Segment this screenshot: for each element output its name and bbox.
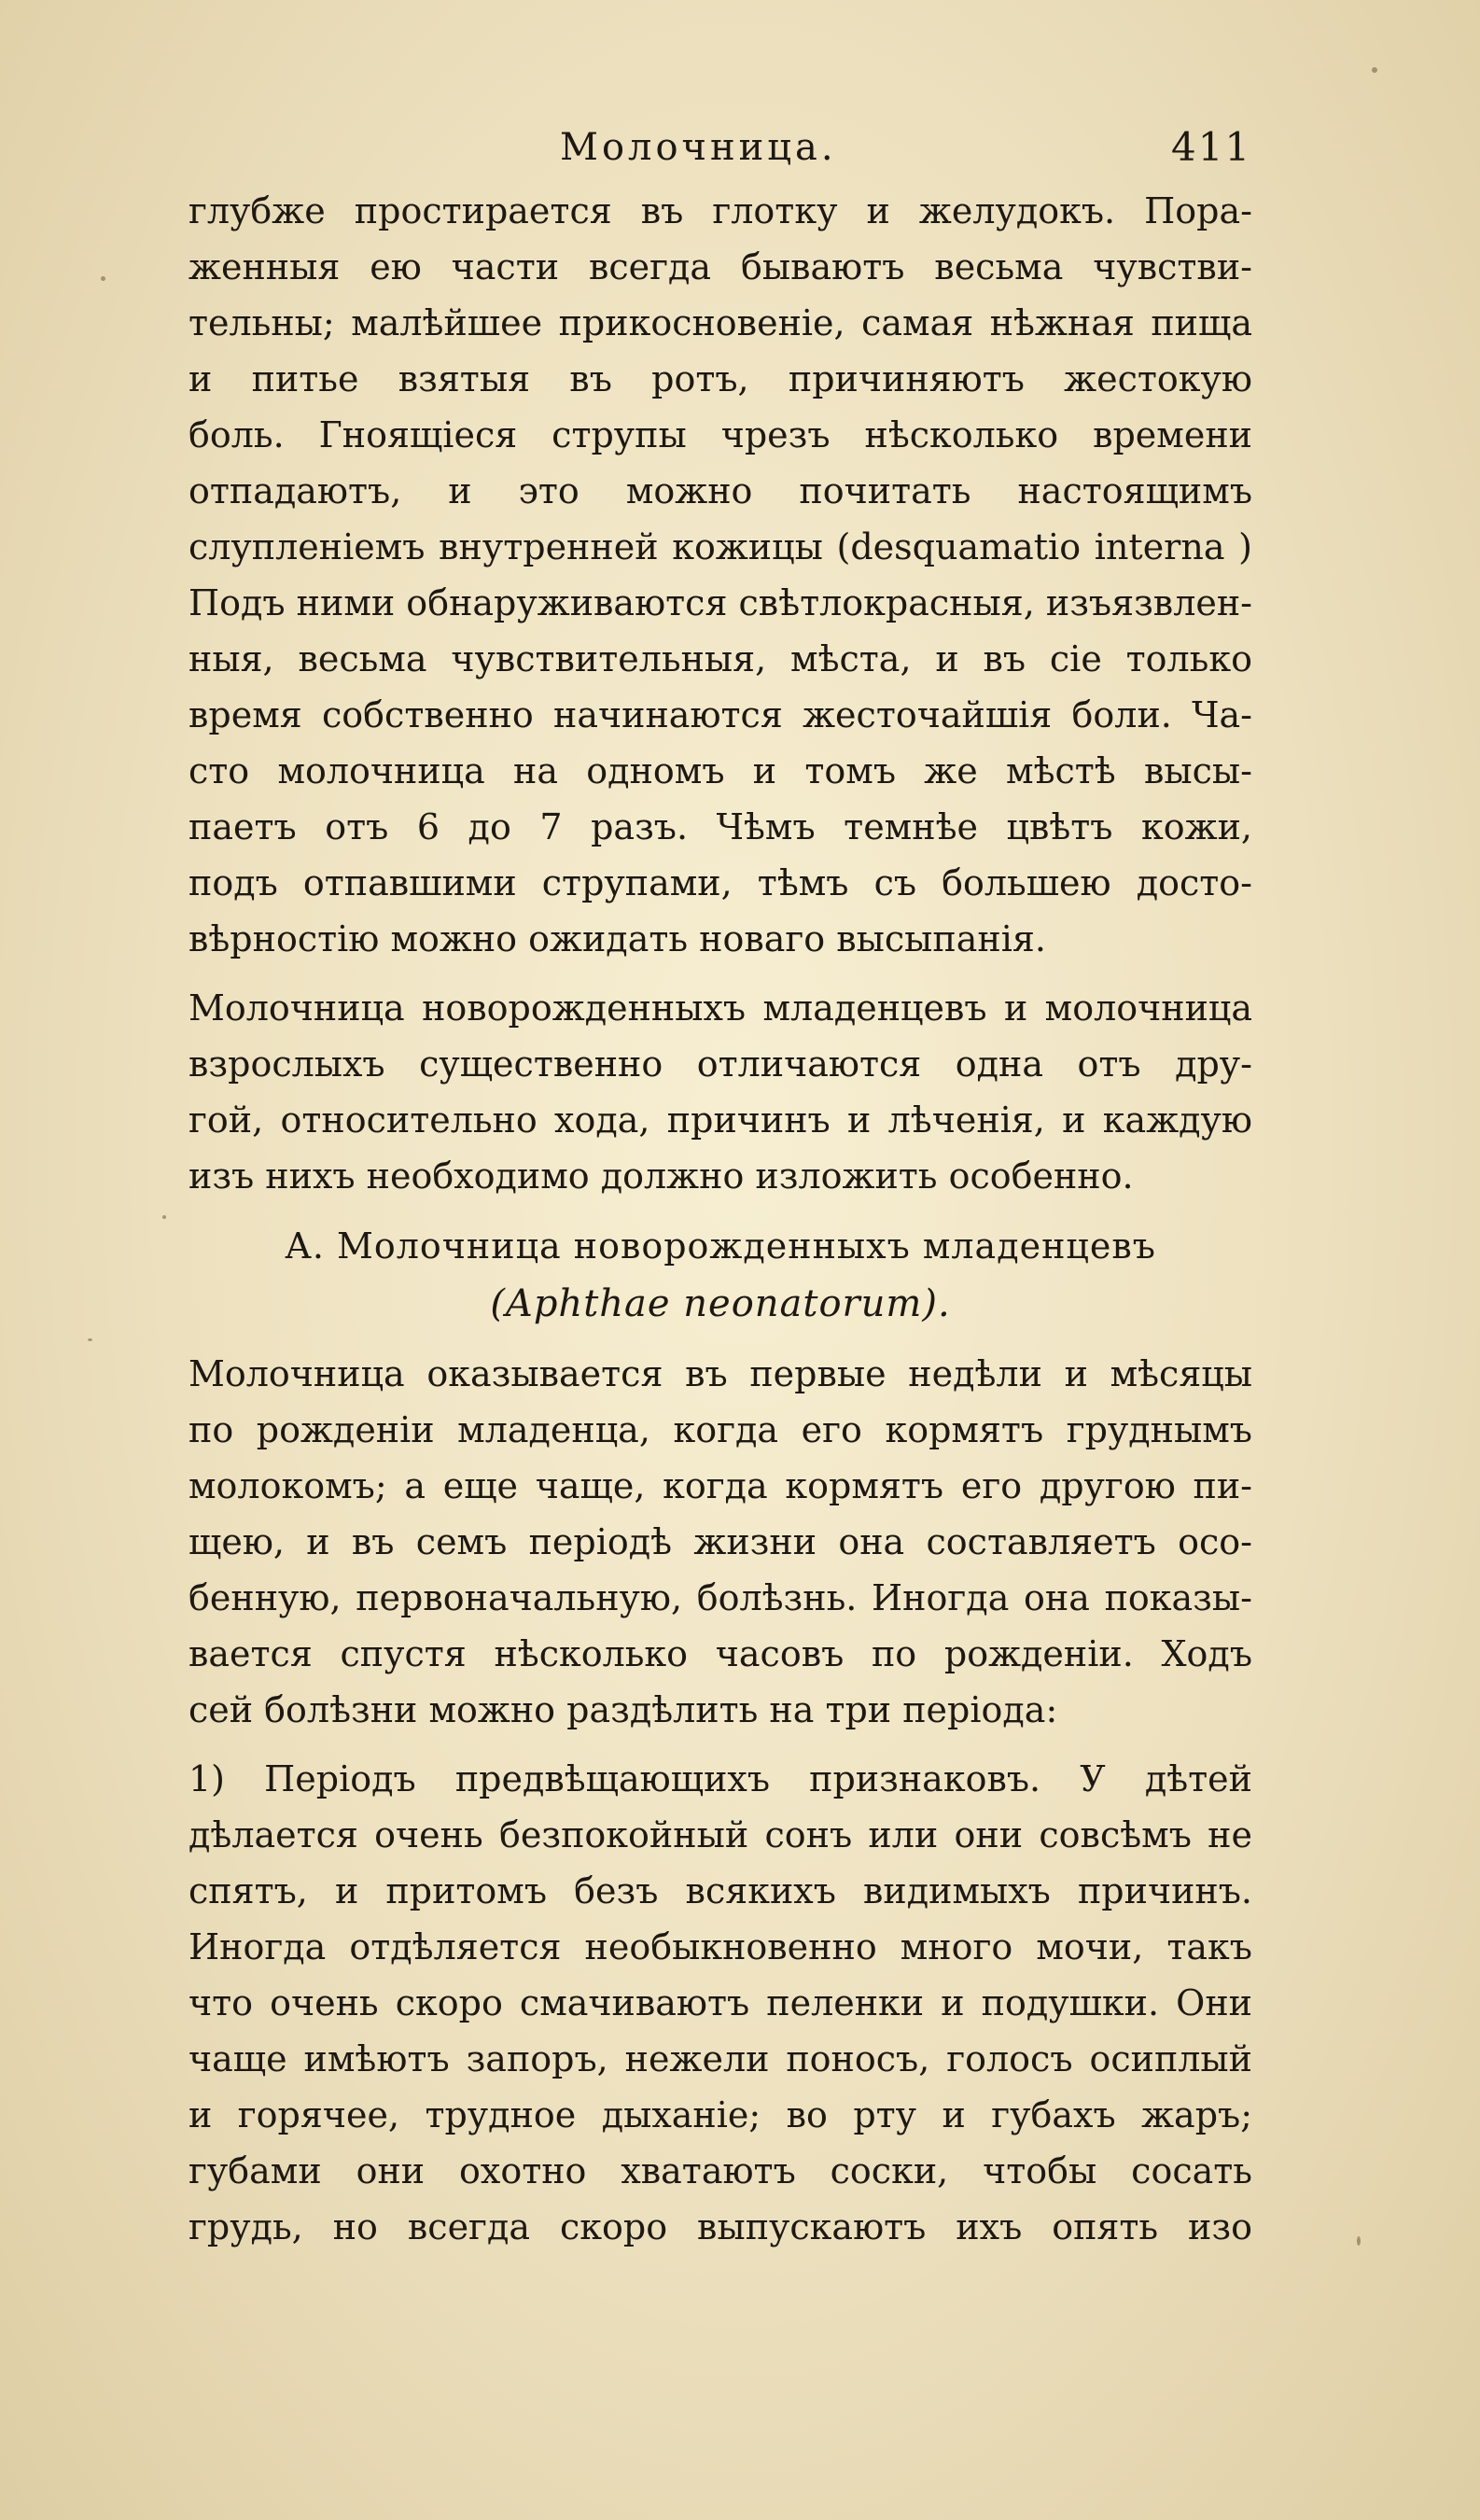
paper-speck <box>88 1338 92 1341</box>
section-heading <box>188 1217 1252 1333</box>
text-line: 1) Перiодъ предвѣщающихъ признаковъ. У дѣтей <box>188 1758 1252 1799</box>
text-line: Подъ ними обнаруживаются свѣтлокрасныя, изъязвлен- <box>188 582 1252 623</box>
paper-speck <box>162 1215 166 1219</box>
text-line: ныя, весьма чувствительныя, мѣста, и въ сiе только <box>188 638 1252 679</box>
paragraph <box>188 980 1252 1204</box>
text-line: по рожденiи младенца, когда его кормятъ груднымъ <box>188 1409 1252 1450</box>
paragraph <box>188 1751 1252 2255</box>
text-line: Молочница оказывается въ первые недѣли и мѣсяцы <box>188 1353 1252 1394</box>
paper-speck <box>1357 2236 1361 2246</box>
page-number: 411 <box>1171 124 1252 170</box>
paragraph <box>188 1346 1252 1738</box>
running-title: Молочница. <box>560 126 837 169</box>
text-line: время собственно начинаются жесточайшiя боли. Ча- <box>188 694 1252 735</box>
text-line: и горячее, трудное дыханiе; во рту и губахъ жаръ; <box>188 2094 1252 2135</box>
text-line: подъ отпавшими струпами, тѣмъ съ большею досто- <box>188 862 1252 903</box>
text-line: сто молочница на одномъ и томъ же мѣстѣ высы- <box>188 750 1252 791</box>
text-line: вается спустя нѣсколько часовъ по рожденiи. Ходъ <box>188 1633 1252 1674</box>
text-line: сей болѣзни можно раздѣлить на три перiода: <box>188 1689 1058 1730</box>
text-line: тельны; малѣйшее прикосновенiе, самая нѣжная пища <box>188 302 1252 343</box>
text-line: вѣрностiю можно ожидать новаго высыпанiя. <box>188 918 1046 959</box>
text-line: изъ нихъ необходимо должно изложить особенно. <box>188 1155 1134 1197</box>
text-line: бенную, первоначальную, болѣзнь. Иногда она показы- <box>188 1577 1252 1618</box>
text-line: боль. Гноящiеся струпы чрезъ нѣсколько времени <box>188 414 1252 455</box>
text-line: Молочница новорожденныхъ младенцевъ и молочница <box>188 987 1252 1029</box>
text-line: щею, и въ семъ перiодѣ жизни она составляетъ осо- <box>188 1521 1252 1562</box>
text-line: женныя ею части всегда бываютъ весьма чувстви- <box>188 246 1252 287</box>
text-line: Иногда отдѣляется необыкновенно много мочи, такъ <box>188 1926 1252 1967</box>
text-line: взрослыхъ существенно отличаются одна отъ дру- <box>188 1043 1252 1085</box>
text-line: дѣлается очень безпокойный сонъ или они совсѣмъ не <box>188 1814 1252 1855</box>
paper-speck <box>1372 67 1377 73</box>
text-line: слупленiемъ внутренней кожицы (desquamatio interna ) <box>188 526 1252 567</box>
text-line: и питье взятыя въ ротъ, причиняютъ жестокую <box>188 358 1252 399</box>
text-line: спятъ, и притомъ безъ всякихъ видимыхъ причинъ. <box>188 1870 1252 1911</box>
text-line: чаще имѣютъ запоръ, нежели поносъ, голосъ осиплый <box>188 2038 1252 2079</box>
text-line: глубже простирается въ глотку и желудокъ. Пора- <box>188 190 1252 231</box>
text-line: грудь, но всегда скоро выпускаютъ ихъ опять изо <box>188 2206 1252 2247</box>
paragraph <box>188 183 1252 967</box>
body-text <box>188 183 1252 2255</box>
text-line: гой, относительно хода, причинъ и лѣченiя, и каждую <box>188 1099 1252 1141</box>
text-line: паетъ отъ 6 до 7 разъ. Чѣмъ темнѣе цвѣтъ кожи, <box>188 806 1252 847</box>
running-head <box>0 119 1480 175</box>
section-heading-latin: (Aphthae neonatorum). <box>490 1282 951 1325</box>
paper-speck <box>101 276 105 281</box>
text-line: отпадаютъ, и это можно почитать настоящимъ <box>188 470 1252 511</box>
section-heading-title: А. Молочница новорожденныхъ младенцевъ <box>285 1225 1156 1267</box>
text-line: губами они охотно хватаютъ соски, чтобы сосать <box>188 2150 1252 2191</box>
text-line: что очень скоро смачиваютъ пеленки и подушки. Они <box>188 1982 1252 2023</box>
text-line: молокомъ; а еще чаще, когда кормятъ его другою пи- <box>188 1465 1252 1506</box>
